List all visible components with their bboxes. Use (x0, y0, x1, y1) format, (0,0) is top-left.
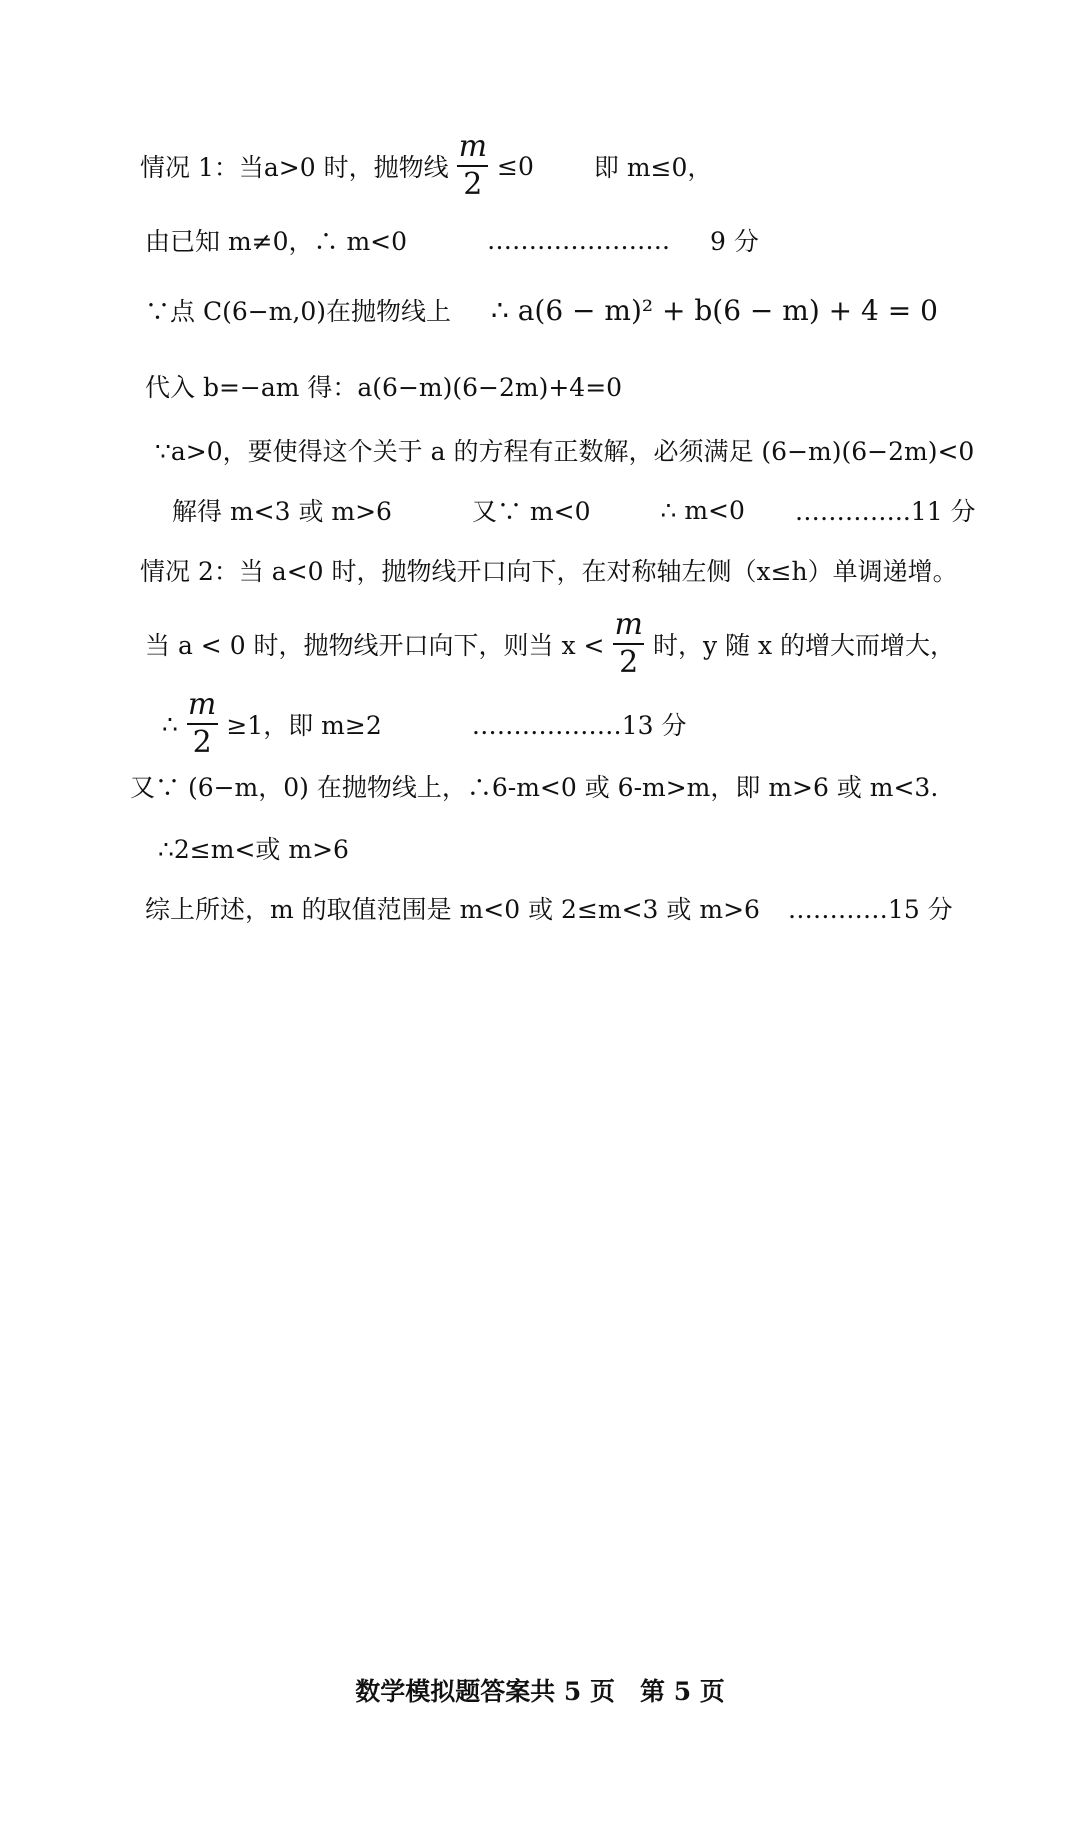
also-because: 又∵ m<0 (471, 497, 591, 526)
line-conclusion (145, 890, 953, 926)
conclusion-text: 综上所述，m 的取值范围是 m<0 或 2≤m<3 或 m>6 (145, 895, 760, 924)
line-positive-solution (155, 432, 974, 468)
fraction-m-over-2-b (611, 607, 647, 680)
positive-solution-text: ∵a>0，要使得这个关于 a 的方程有正数解，必须满足 (6−m)(6−2m)<0 (155, 437, 975, 466)
line-known-m (145, 222, 759, 258)
score-13: ………………13 分 (471, 711, 687, 740)
line-downward-opening (145, 607, 956, 680)
fraction-denominator: 2 (187, 723, 218, 758)
point-c-text: ∵点 C(6−m,0)在抛物线上 (145, 297, 451, 326)
fraction-m-over-2 (455, 129, 491, 202)
increasing-text: 时，y 随 x 的增大而增大， (652, 631, 956, 660)
solve-result-text: 解得 m<3 或 m>6 (172, 497, 392, 526)
parabola-equation: ∴ a(6 − m)² + b(6 − m) + 4 = 0 (491, 293, 938, 327)
line-case1 (140, 129, 713, 202)
line-on-parabola (130, 768, 938, 804)
on-parabola-text: 又∵ (6−m，0) 在抛物线上，∴6-m<0 或 6-m>m，即 m>6 或 m<3. (130, 773, 939, 802)
fraction-m-over-2-c (184, 687, 220, 760)
line-point-c (145, 292, 938, 328)
score-11: …………..11 分 (794, 497, 976, 526)
fraction-denominator: 2 (613, 643, 644, 678)
therefore-symbol: ∴ (162, 709, 178, 739)
substitute-text: 代入 b=−am 得：a(6−m)(6−2m)+4=0 (145, 373, 623, 402)
line-m-ge-2 (162, 687, 687, 760)
therefore-m: ∴ m<0 (660, 495, 745, 525)
case2-text: 情况 2：当 a<0 时，抛物线开口向下，在对称轴左侧（x≤h）单调递增。 (140, 557, 958, 586)
known-m-text: 由已知 m≠0，∴ m<0 (145, 227, 408, 256)
line-range-case2 (158, 830, 349, 866)
downward-text: 当 a < 0 时，抛物线开口向下，则当 x < (145, 631, 605, 660)
dots-leader: …………………. (487, 225, 670, 255)
fraction-numerator: m (187, 687, 217, 722)
case1-inequality: ≤0 (497, 151, 534, 181)
fraction-numerator: m (614, 607, 643, 642)
case1-label: 情况 1：当 (140, 153, 264, 182)
fraction-numerator: m (458, 129, 488, 164)
fraction-denominator: 2 (457, 165, 488, 200)
score-9: 9 分 (709, 227, 759, 256)
m-ge-2-text: ≥1，即 m≥2 (226, 711, 382, 740)
line-solve-result (172, 492, 976, 528)
case1-result: 即 m≤0， (593, 153, 713, 182)
page-footer: 数学模拟题答案共 5 页 第 5 页 (355, 1677, 725, 1706)
line-substitute (145, 368, 622, 404)
range-case2-text: ∴2≤m<或 m>6 (158, 835, 349, 864)
line-case2 (140, 552, 958, 588)
score-15: …………15 分 (787, 895, 953, 924)
case1-condition: a>0 时，抛物线 (263, 153, 449, 182)
